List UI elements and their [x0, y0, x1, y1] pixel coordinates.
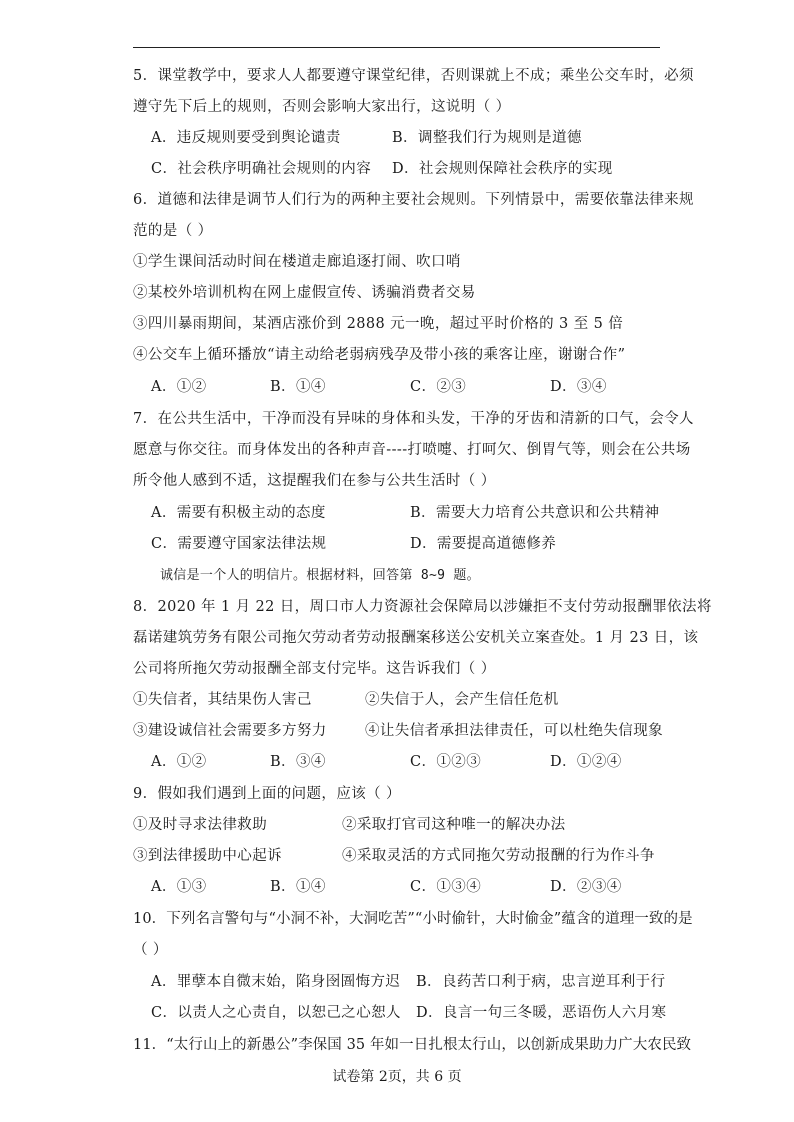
q6-option-c: C．②③	[410, 379, 467, 395]
q7-stem-line3: 所令他人感到不适，这提醒我们在参与公共生活时（ ）	[133, 473, 496, 489]
q10-stem-line1: 10．下列名言警句与“小洞不补，大洞吃苦”“小时偷针，大时偷金”蕴含的道理一致的是	[133, 911, 693, 927]
q7-stem-line1: 7．在公共生活中，干净而没有异味的身体和头发，干净的牙齿和清新的口气，会令人	[133, 411, 694, 427]
q6-option-a: A．①②	[151, 379, 207, 395]
q7-option-a: A．需要有积极主动的态度	[151, 505, 326, 521]
q9-item-4: ④采取灵活的方式同拖欠劳动报酬的行为作斗争	[342, 848, 655, 864]
q9-option-b: B．①④	[270, 879, 326, 895]
q8-option-b: B．③④	[270, 754, 326, 770]
q9-option-d: D．②③④	[550, 879, 622, 895]
material-note: 诚信是一个人的明信片。根据材料，回答第 8~9 题。	[160, 568, 480, 583]
q9-item-1: ①及时寻求法律救助	[133, 817, 268, 833]
q8-item-2: ②失信于人，会产生信任危机	[365, 692, 559, 708]
q5-option-a: A．违反规则要受到舆论谴责	[151, 130, 341, 146]
q6-option-d: D．③④	[550, 379, 607, 395]
q5-stem-line1: 5．课堂教学中，要求人人都要遵守课堂纪律，否则课就上不成；乘坐公交车时，必须	[133, 68, 694, 84]
q8-option-c: C．①②③	[410, 754, 482, 770]
q7-stem-line2: 愿意与你交往。而身体发出的各种声音----打喷嚏、打呵欠、倒胃气等，则会在公共场	[133, 442, 691, 458]
q9-stem-line1: 9．假如我们遇到上面的问题，应该（ ）	[133, 786, 401, 802]
q8-option-d: D．①②④	[550, 754, 622, 770]
q6-item-1: ①学生课间活动时间在楼道走廊追逐打闹、吹口哨	[133, 254, 461, 270]
q6-item-2: ②某校外培训机构在网上虚假宣传、诱骗消费者交易	[133, 285, 476, 301]
q11-stem-line1: 11．“太行山上的新愚公”李保国 35 年如一日扎根太行山，以创新成果助力广大农民致	[133, 1037, 692, 1053]
q8-stem-line2: 磊诺建筑劳务有限公司拖欠劳动者劳动报酬案移送公安机关立案查处。1 月 23 日，该	[133, 630, 699, 646]
q6-stem-line2: 范的是（ ）	[133, 223, 213, 239]
q8-item-4: ④让失信者承担法律责任，可以杜绝失信现象	[365, 723, 663, 739]
q8-item-3: ③建设诚信社会需要多方努力	[133, 723, 327, 739]
q8-option-a: A．①②	[151, 754, 207, 770]
q7-option-d: D．需要提高道德修养	[410, 536, 557, 552]
q9-option-c: C．①③④	[410, 879, 482, 895]
q9-item-3: ③到法律援助中心起诉	[133, 848, 282, 864]
q6-item-4: ④公交车上循环播放“请主动给老弱病残孕及带小孩的乘客让座，谢谢合作”	[133, 347, 626, 363]
q8-stem-line1: 8．2020 年 1 月 22 日，周口市人力资源社会保障局以涉嫌拒不支付劳动报酬罪依法将	[133, 599, 712, 615]
q6-stem-line1: 6．道德和法律是调节人们行为的两种主要社会规则。下列情景中，需要依靠法律来规	[133, 192, 694, 208]
q6-option-b: B．①④	[270, 379, 326, 395]
q5-option-b: B．调整我们行为规则是道德	[392, 130, 582, 146]
q5-option-d: D．社会规则保障社会秩序的实现	[392, 161, 613, 177]
q10-stem-line2: （ ）	[133, 942, 168, 958]
q7-option-c: C．需要遵守国家法律法规	[151, 536, 327, 552]
q9-item-2: ②采取打官司这种唯一的解决办法	[342, 817, 566, 833]
q10-option-c: C．以责人之心责自，以恕己之心恕人	[151, 1005, 401, 1021]
page-footer: 试卷第 2页，共 6 页	[332, 1069, 462, 1085]
q10-option-a: A．罪孽本自微末始，陷身囹圄悔方迟	[151, 974, 401, 990]
q5-option-c: C．社会秩序明确社会规则的内容	[151, 161, 372, 177]
q6-item-3: ③四川暴雨期间，某酒店涨价到 2888 元一晚，超过平时价格的 3 至 5 倍	[133, 316, 624, 332]
q8-item-1: ①失信者，其结果伤人害己	[133, 692, 312, 708]
q9-option-a: A．①③	[151, 879, 207, 895]
q8-stem-line3: 公司将所拖欠劳动报酬全部支付完毕。这告诉我们（ ）	[133, 661, 496, 677]
header-rule	[133, 47, 660, 48]
q10-option-d: D．良言一句三冬暖，恶语伤人六月寒	[416, 1005, 667, 1021]
q10-option-b: B．良药苦口利于病，忠言逆耳利于行	[416, 974, 666, 990]
q5-stem-line2: 遵守先下后上的规则，否则会影响大家出行，这说明（ ）	[133, 99, 511, 115]
q7-option-b: B．需要大力培育公共意识和公共精神	[410, 505, 660, 521]
